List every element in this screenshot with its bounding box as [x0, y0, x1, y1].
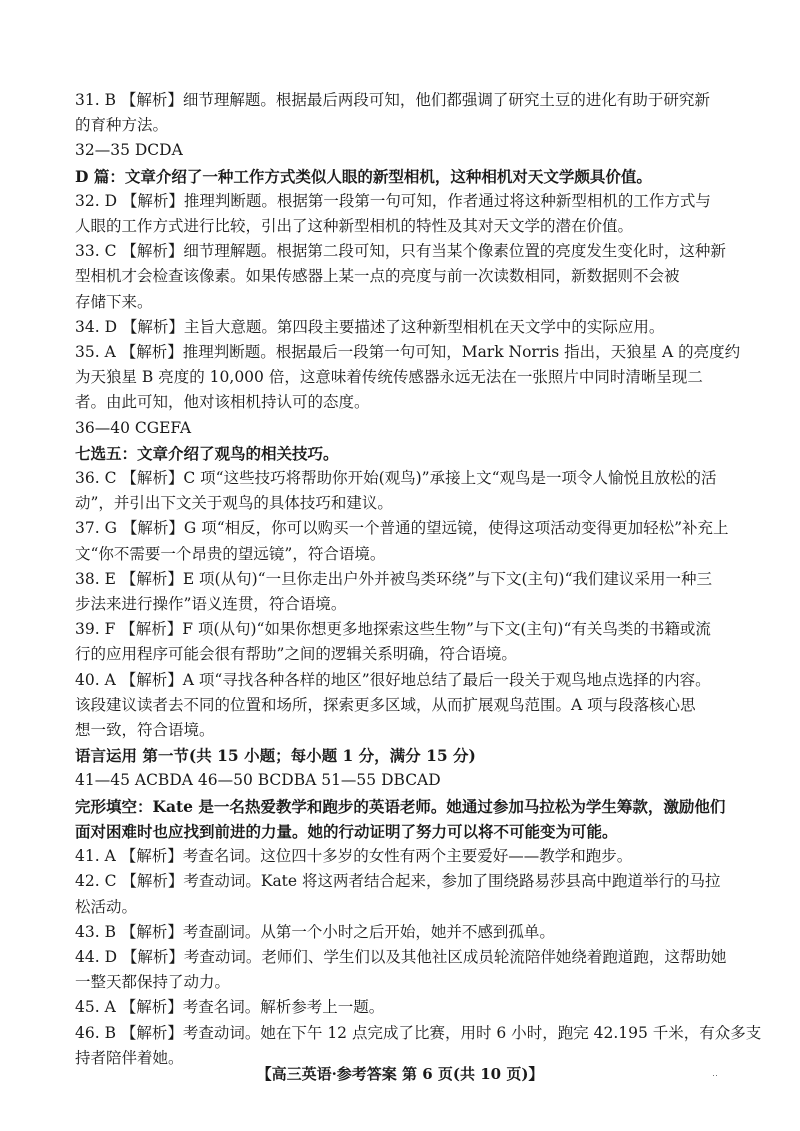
text-line: 存储下来。	[75, 292, 153, 311]
text-line: 型相机才会检查该像素。如果传感器上某一点的亮度与前一次读数相同，新数据则不会被	[75, 267, 680, 286]
text-line: 41. A 【解析】考查名词。这位四十多岁的女性有两个主要爱好——教学和跑步。	[75, 847, 633, 866]
text-line: 35. A 【解析】推理判断题。根据最后一段第一句可知，Mark Norris 指出，天狼星 A 的亮度约	[75, 343, 741, 362]
text-line: 33. C 【解析】细节理解题。根据第二段可知，只有当某个像素位置的亮度发生变化时，这种新	[75, 242, 726, 261]
text-line: 46. B 【解析】考查动词。她在下午 12 点完成了比赛，用时 6 小时，跑完 42.195 千米，有众多支	[75, 1023, 762, 1042]
text-line: 37. G 【解析】G 项“相反，你可以购买一个普通的望远镜，使得这项活动变得更加轻松”补充上	[75, 519, 729, 538]
text-line: 松活动。	[75, 897, 138, 916]
text-line: 34. D 【解析】主旨大意题。第四段主要描述了这种新型相机在天文学中的实际应用。	[75, 317, 665, 336]
text-line: 者。由此可知，他对该相机持认可的态度。	[75, 393, 370, 412]
text-line: 文“你不需要一个昂贵的望远镜”，符合语境。	[75, 544, 386, 563]
text-line: 41—45 ACBDA 46—50 BCDBA 51—55 DBCAD	[75, 771, 441, 790]
text-line: 动”，并引出下文关于观鸟的具体技巧和建议。	[75, 494, 393, 513]
text-line: 面对困难时也应找到前进的力量。她的行动证明了努力可以将不可能变为可能。	[75, 821, 618, 841]
text-line: 步法来进行操作”语义连贯，符合语境。	[75, 595, 347, 614]
corner-mark: ··	[712, 1070, 718, 1080]
text-line: 行的应用程序可能会很有帮助”之间的逻辑关系明确，符合语境。	[75, 645, 517, 664]
text-line: 40. A 【解析】A 项“寻找各种各样的地区”很好地总结了最后一段关于观鸟地点选择的内容。	[75, 670, 711, 689]
text-line: 想一致，符合语境。	[75, 721, 215, 740]
text-line: 持者陪伴着她。	[75, 1048, 184, 1067]
page-footer: 【高三英语·参考答案 第 6 页(共 10 页)】	[256, 1065, 544, 1083]
text-line: D 篇：文章介绍了一种工作方式类似人眼的新型相机，这种相机对天文学颇具价值。	[75, 166, 652, 186]
text-line: 语言运用 第一节(共 15 小题；每小题 1 分，满分 15 分)	[75, 746, 476, 766]
text-line: 42. C 【解析】考查动词。Kate 将这两者结合起来，参加了围绕路易莎县高中跑道举行的马拉	[75, 872, 721, 891]
text-line: 31. B 【解析】细节理解题。根据最后两段可知，他们都强调了研究土豆的进化有助于研究新	[75, 91, 710, 109]
text-line: 完形填空：Kate 是一名热爱教学和跑步的英语老师。她通过参加马拉松为学生筹款，激励他们	[75, 796, 726, 816]
text-line: 43. B 【解析】考查副词。从第一个小时之后开始，她并不感到孤单。	[75, 922, 555, 941]
text-line: 为天狼星 B 亮度的 10,000 倍，这意味着传统传感器永远无法在一张照片中同时清晰呈现二	[75, 368, 703, 387]
answer-key-page	[75, 88, 762, 1071]
text-line: 38. E 【解析】E 项(从句)“一旦你走出户外并被鸟类环绕”与下文(主句)“我们建议采用一种三	[75, 569, 713, 588]
text-line: 的育种方法。	[75, 116, 169, 135]
text-line: 36. C 【解析】C 项“这些技巧将帮助你开始(观鸟)”承接上文“观鸟是一项令人愉悦且放松的活	[75, 469, 717, 488]
text-line: 该段建议读者去不同的位置和场所，探索更多区域，从而扩展观鸟范围。A 项与段落核心思	[75, 695, 696, 714]
text-line: 32. D 【解析】推理判断题。根据第一段第一句可知，作者通过将这种新型相机的工作方式与	[75, 191, 711, 210]
text-line: 36—40 CGEFA	[75, 418, 192, 437]
text-line: 人眼的工作方式进行比较，引出了这种新型相机的特性及其对天文学的潜在价值。	[75, 217, 634, 236]
text-line: 32—35 DCDA	[75, 141, 183, 160]
text-line: 45. A 【解析】考查名词。解析参考上一题。	[75, 998, 385, 1017]
text-line: 七选五：文章介绍了观鸟的相关技巧。	[75, 443, 339, 463]
text-line: 44. D 【解析】考查动词。老师们、学生们以及其他社区成员轮流陪伴她绕着跑道跑，这帮助她	[75, 947, 727, 966]
text-line: 39. F 【解析】F 项(从句)“如果你想更多地探索这些生物”与下文(主句)“有关鸟类的书籍或流	[75, 620, 711, 639]
text-line: 一整天都保持了动力。	[75, 973, 231, 992]
